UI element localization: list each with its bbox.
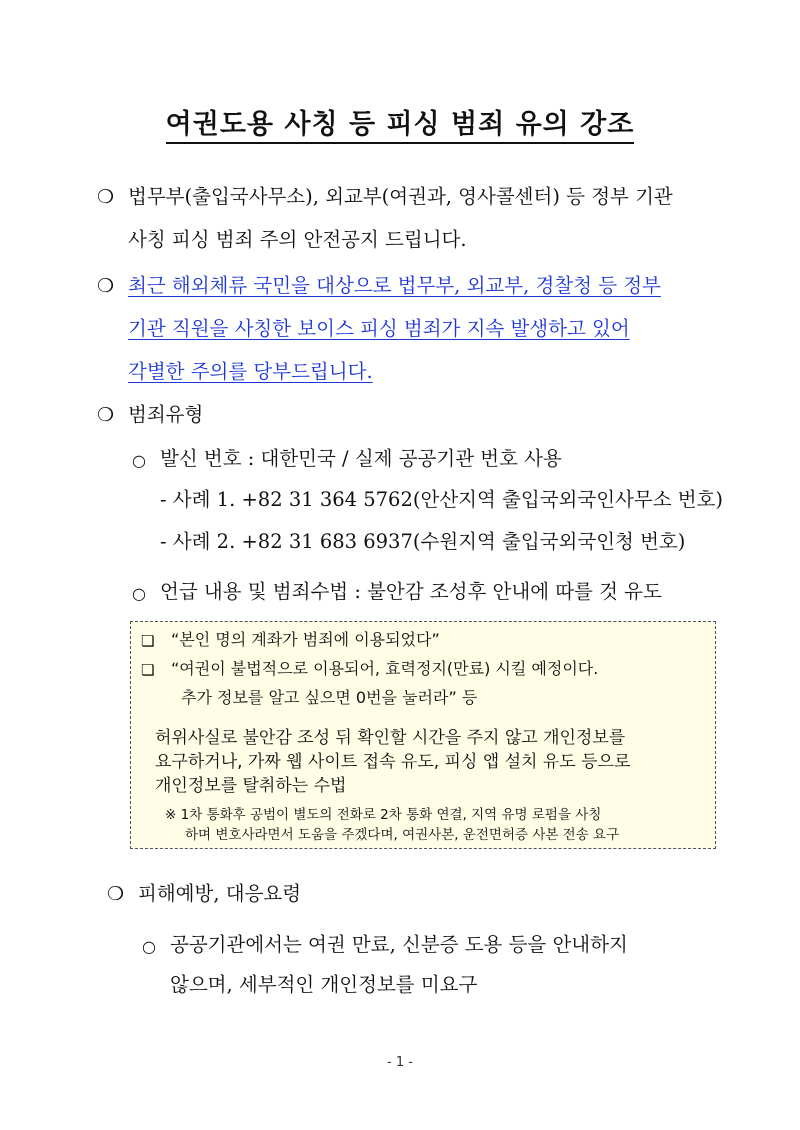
section4-sub1-line1: 공공기관에서는 여권 만료, 신분증 도용 등을 안내하지	[170, 933, 628, 956]
checkbox-square-icon: ❏	[141, 661, 155, 679]
sub-bullet-icon: ○	[132, 584, 146, 603]
callout-box	[130, 621, 716, 849]
box-desc-line2: 요구하거나, 가짜 웹 사이트 접속 유도, 피싱 앱 설치 유도 등으로	[155, 752, 631, 772]
bullet-icon: ❍	[97, 404, 115, 426]
sub-bullet-icon: ○	[132, 451, 146, 470]
box-quote2-line2: 추가 정보를 알고 싶으면 0번을 눌러라” 등	[181, 688, 478, 707]
section4-heading: 피해예방, 대응요령	[138, 882, 302, 905]
box-desc-line3: 개인정보를 탈취하는 수법	[155, 776, 347, 796]
document-title: 여권도용 사칭 등 피싱 범죄 유의 강조	[0, 102, 800, 141]
bullet-icon: ❍	[97, 275, 115, 297]
section3-sub2: 언급 내용 및 범죄수법 : 불안감 조성후 안내에 따를 것 유도	[160, 580, 662, 603]
section3-case1: - 사례 1. +82 31 364 5762(안산지역 출입국외국인사무소 번호)	[160, 488, 724, 511]
section3-case2: - 사례 2. +82 31 683 6937(수원지역 출입국외국인청 번호)	[160, 530, 686, 553]
checkbox-square-icon: ❏	[141, 632, 155, 650]
section2-line2: 기관 직원을 사칭한 보이스 피싱 범죄가 지속 발생하고 있어	[128, 317, 630, 340]
box-quote2-line1: “여권이 불법적으로 이용되어, 효력정지(만료) 시킬 예정이다.	[171, 659, 599, 678]
section1-line1: 법무부(출입국사무소), 외교부(여권과, 영사콜센터) 등 정부 기관	[128, 185, 673, 208]
section2-line3: 각별한 주의를 당부드립니다.	[128, 360, 373, 383]
section3-heading: 범죄유형	[128, 403, 204, 426]
box-note-line2: 하며 변호사라면서 도움을 주겠다며, 여권사본, 운전면허증 사본 전송 요구	[185, 827, 620, 843]
section1-line2: 사칭 피싱 범죄 주의 안전공지 드립니다.	[128, 228, 467, 251]
box-note-line1: ※ 1차 통화후 공범이 별도의 전화로 2차 통화 연결, 지역 유명 로펌을 사칭	[165, 807, 602, 823]
box-quote1: “본인 명의 계좌가 범죄에 이용되었다”	[171, 630, 440, 649]
box-desc-line1: 허위사실로 불안감 조성 뒤 확인할 시간을 주지 않고 개인정보를	[155, 728, 626, 748]
bullet-icon: ❍	[97, 186, 115, 208]
section4-sub1-line2: 않으며, 세부적인 개인정보를 미요구	[170, 973, 478, 996]
section3-sub1: 발신 번호 : 대한민국 / 실제 공공기관 번호 사용	[160, 447, 562, 470]
section2-line1: 최근 해외체류 국민을 대상으로 법무부, 외교부, 경찰청 등 정부	[128, 274, 661, 297]
page-number: - 1 -	[387, 1055, 413, 1070]
bullet-icon: ❍	[107, 883, 125, 905]
sub-bullet-icon: ○	[142, 937, 156, 956]
